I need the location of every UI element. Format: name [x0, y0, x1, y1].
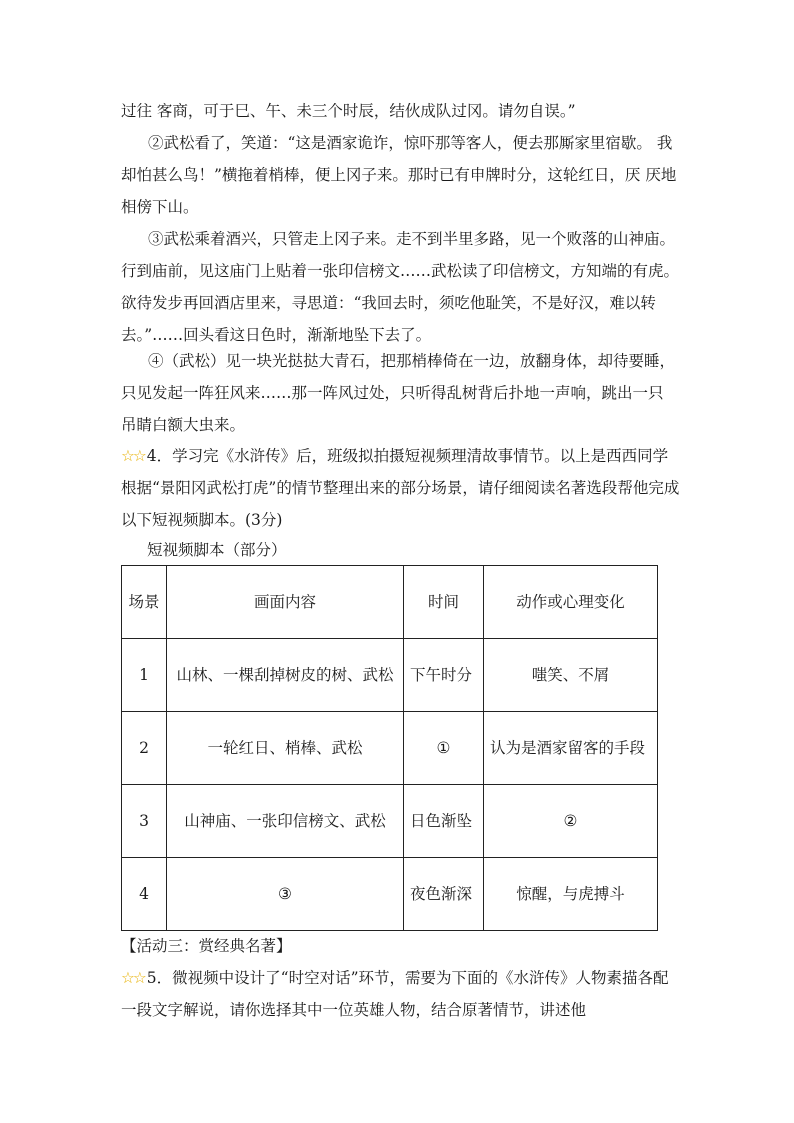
cell-time: 下午时分 [404, 639, 484, 712]
cell-time: ① [404, 712, 484, 785]
cell-time: 日色渐坠 [404, 785, 484, 858]
question-4 [121, 440, 681, 536]
header-scene: 场景 [122, 566, 167, 639]
paragraph-continuation: 过往 客商，可于巳、午、未三个时辰，结伙成队过冈。请勿自误。” [121, 102, 576, 120]
cell-content: 山神庙、一张印信榜文、武松 [167, 785, 404, 858]
table-row [122, 712, 658, 785]
table-caption: 短视频脚本（部分） [147, 541, 287, 559]
cell-scene: 2 [122, 712, 167, 785]
script-table [121, 565, 658, 931]
table-header-row [122, 566, 658, 639]
cell-action: 认为是酒家留客的手段 [484, 712, 658, 785]
header-content: 画面内容 [167, 566, 404, 639]
cell-action: 惊醒，与虎搏斗 [484, 858, 658, 931]
cell-content: ③ [167, 858, 404, 931]
table-row [122, 858, 658, 931]
header-action: 动作或心理变化 [484, 566, 658, 639]
cell-time: 夜色渐深 [404, 858, 484, 931]
activity-3-heading: 【活动三：赏经典名著】 [121, 937, 292, 955]
cell-scene: 1 [122, 639, 167, 712]
table-row [122, 639, 658, 712]
paragraph-2: ②武松看了，笑道：“这是酒家诡诈，惊吓那等客人，便去那厮家里宿歇。 我却怕甚么鸟！”横拖着梢棒，便上冈子来。那时已有申牌时分，这轮红日，厌 厌地相傍下山。 [121, 134, 677, 216]
cell-scene: 3 [122, 785, 167, 858]
question-5-text: 5．微视频中设计了“时空对话”环节，需要为下面的《水浒传》人物素描各配一段文字解说，请你选择其中一位英雄人物，结合原著情节，讲述他 [121, 969, 669, 1019]
cell-action: ② [484, 785, 658, 858]
table-row [122, 785, 658, 858]
paragraph-3: ③武松乘着酒兴，只管走上冈子来。走不到半里多路，见一个败落的山神庙。 行到庙前，见这庙门上贴着一张印信榜文……武松读了印信榜文，方知端的有虎。 欲待发步再回酒店里来，寻思道：“我回去时，须吃他耻笑，不是好汉，难以转 去。”……回头看这日色时，渐渐地坠下去了。 [121, 230, 680, 344]
star-icon: ☆☆ [121, 969, 145, 987]
cell-action: 嗤笑、不屑 [484, 639, 658, 712]
header-time: 时间 [404, 566, 484, 639]
paragraph-4: ④（武松）见一块光挞挞大青石，把那梢棒倚在一边，放翻身体，却待要睡， 只见发起一阵狂风来……那一阵风过处，只听得乱树背后扑地一声响，跳出一只 吊睛白额大虫来。 [121, 352, 676, 434]
cell-content: 山林、一棵刮掉树皮的树、武松 [167, 639, 404, 712]
cell-scene: 4 [122, 858, 167, 931]
question-5 [121, 962, 681, 1026]
star-icon: ☆☆ [121, 447, 145, 465]
cell-content: 一轮红日、梢棒、武松 [167, 712, 404, 785]
question-4-text: 4．学习完《水浒传》后，班级拟拍摄短视频理清故事情节。以上是西西同学根据“景阳冈武松打虎”的情节整理出来的部分场景，请仔细阅读名著选段帮他完成以下短视频脚本。(3分) [121, 447, 680, 529]
